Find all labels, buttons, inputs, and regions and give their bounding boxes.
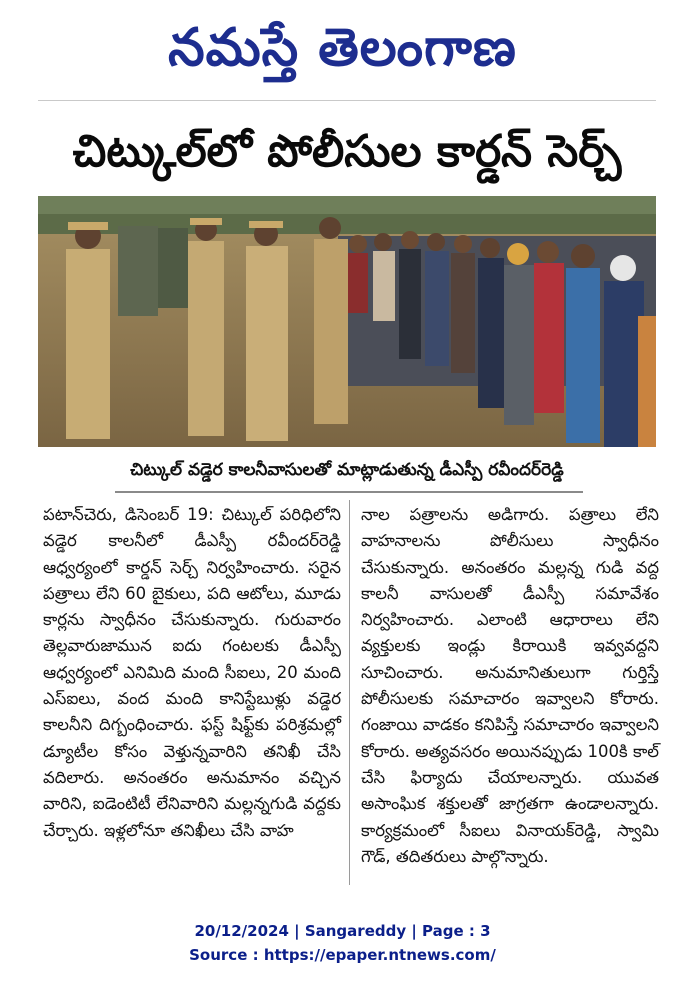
masthead-title: నమస్తే తెలంగాణ [168,18,517,78]
article-body-left: పటాన్‌చెరు, డిసెంబర్‌ 19: చిట్కుల్‌ పరిధిలోని వడ్డెర కాలనీలో డీఎస్పీ రవీందర్‌రెడ్డి ఆధ్వర్యంలో కార్డన్‌ సెర్చ్‌ నిర్వహించారు. సరైన పత్రాలు లేని 60 బైకులు, పది ఆటోలు, మూడు కార్లను స్వాధీనం చేసుకున్నారు. గురువారం తెల్లవారుజామున ఐదు గంటలకు డీఎస్పీ ఆధ్వర్యంలో ఎనిమిది మంది సీఐలు, 20 మంది ఎస్‌ఐలు, వంద మంది కానిస్టేబుళ్లు వడ్డెర కాలనీని దిగ్బంధించారు. ఫస్ట్‌ షిఫ్ట్‌కు పరిశ్రమల్లో డ్యూటీల కోసం వెళ్తున్నవారిని తనిఖీ చేసి వదిలారు. అనంతరం అనుమానం వచ్చిన వారిని, ఐడెంటిటీ లేనివారిని మల్లన్నగుడి వద్దకు చేర్చారు. ఇళ్లలోనూ తనిఖీలు చేసి వాహ [43,505,341,840]
header-divider [38,100,656,101]
masthead-logo [0,8,685,88]
photo-caption: చిట్కుల్‌ వడ్డెర కాలనీవాసులతో మాట్లాడుతున్న డీఎస్పీ రవీందర్‌రెడ్డి [130,460,564,480]
article-headline: చిట్కుల్‌లో పోలీసుల కార్డన్‌ సెర్చ్‌ [72,126,622,177]
column-divider [349,500,350,885]
footer-source[interactable]: Source : https://epaper.ntnews.com/ [189,946,496,964]
news-photo [38,196,656,447]
article-column-left [43,502,341,844]
article-body-right: నాల పత్రాలను అడిగారు. పత్రాలు లేని వాహనాలను పోలీసులు స్వాధీనం చేసుకున్నారు. అనంతరం మల్లన్న గుడి వద్ద కాలనీ వాసులతో డీఎస్పీ సమావేశం నిర్వహించారు. ఎలాంటి ఆధారాలు లేని వ్యక్తులకు ఇండ్లు కిరాయికి ఇవ్వవద్దని సూచించారు. అనుమానితులుగా గుర్తిస్తే పోలీసులకు సమాచారం ఇవ్వాలని కోరారు. గంజాయి వాడకం కనిపిస్తే సమాచారం ఇవ్వాలని కోరారు. అత్యవసరం అయినప్పుడు 100కి కాల్‌ చేసి ఫిర్యాదు చేయాలన్నారు. యువత అసాంఘిక శక్తులతో జాగ్రతగా ఉండాలన్నారు. కార్యక్రమంలో సీఐలు వినాయక్‌రెడ్డి, స్వామి గౌడ్‌, తదితరులు పాల్గొన్నారు. [361,505,659,866]
article-column-right [361,502,659,870]
caption-underline [115,491,583,493]
footer-date-edition: 20/12/2024 | Sangareddy | Page : 3 [194,922,491,940]
